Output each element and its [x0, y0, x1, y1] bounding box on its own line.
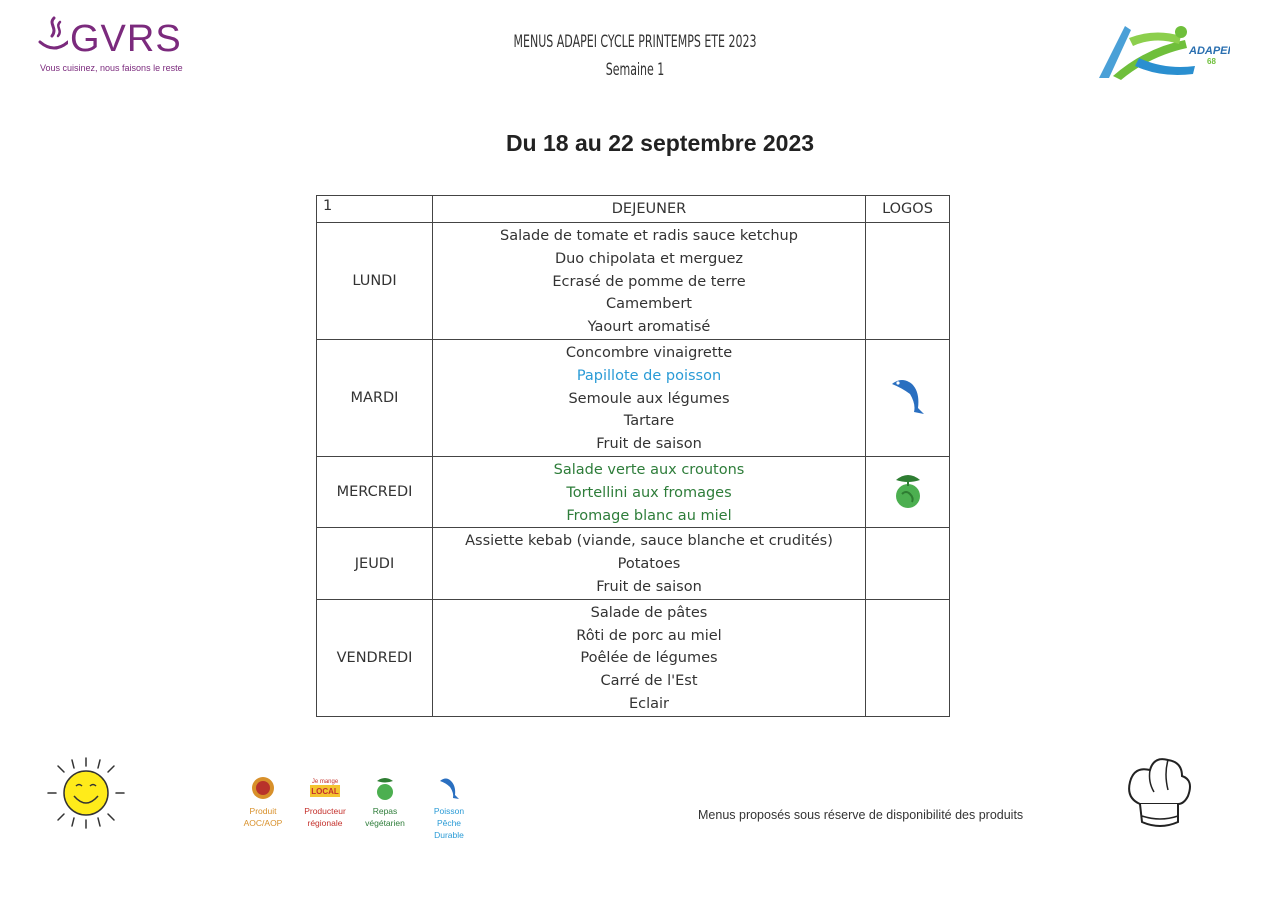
day-label: MERCREDI [317, 456, 433, 527]
dish-list [433, 599, 866, 716]
dish-item: Yaourt aromatisé [587, 319, 711, 336]
local-badge-line2: LOCAL [311, 787, 339, 796]
lunch-column-header: DEJEUNER [433, 196, 866, 223]
dish-list [433, 528, 866, 599]
dish-item: Camembert [606, 296, 692, 313]
dish-item: Semoule aux légumes [568, 390, 730, 407]
chef-hat-icon [1124, 752, 1194, 832]
legend-vegetarian [350, 775, 420, 829]
dish-item: Rôti de porc au miel [576, 627, 722, 644]
dish-item: Fruit de saison [596, 436, 702, 453]
vegetarian-icon [890, 470, 926, 510]
dish-item: Poêlée de légumes [580, 650, 718, 667]
dish-item: Tartare [623, 413, 675, 430]
dish-item: Concombre vinaigrette [565, 344, 733, 361]
fish-icon [438, 775, 460, 801]
legend-aoc-line1: Produit [249, 806, 277, 816]
day-row-mercredi [317, 456, 950, 527]
logo-cell [866, 528, 950, 599]
legend-fish-line2: Pêche [436, 818, 462, 828]
dish-item: Fruit de saison [596, 578, 702, 595]
adapei-mark-icon [1095, 18, 1230, 84]
legend-local-line1: Producteur [304, 806, 346, 816]
brand-name: GVRS [70, 18, 182, 60]
brand-tagline: Vous cuisinez, nous faisons le reste [40, 63, 183, 73]
adapei-number: 68 [1207, 57, 1216, 66]
dish-item: Carré de l'Est [600, 673, 698, 690]
week-label: Semaine 1 [605, 60, 665, 80]
day-row-jeudi [317, 528, 950, 599]
dish-item: Duo chipolata et merguez [554, 250, 744, 267]
logo-cell [866, 456, 950, 527]
legend-veg-line1: Repas [372, 806, 398, 816]
menu-cycle-title: MENUS ADAPEI CYCLE PRINTEMPS ETE 2023 [513, 32, 757, 52]
date-range-title: Du 18 au 22 septembre 2023 [505, 130, 815, 156]
header-title [495, 28, 776, 84]
adapei-name: ADAPEI [1189, 45, 1230, 57]
day-row-lundi [317, 223, 950, 340]
day-label: LUNDI [317, 223, 433, 340]
dish-item-veg: Tortellini aux fromages [566, 484, 732, 501]
logo-cell [866, 599, 950, 716]
logo-cell [866, 339, 950, 456]
day-row-vendredi [317, 599, 950, 716]
dish-item-veg: Fromage blanc au miel [566, 507, 732, 524]
legend-local-line2: régionale [307, 818, 343, 828]
local-badge-line1: Je mange [311, 779, 339, 785]
dish-item: Eclair [628, 695, 670, 712]
menu-table [316, 195, 950, 717]
day-label: VENDREDI [317, 599, 433, 716]
table-header-row [317, 196, 950, 223]
smiling-sun-icon [42, 756, 130, 830]
availability-disclaimer: Menus proposés sous réserve de disponibilité des produits [698, 808, 1024, 822]
vegetarian-icon [374, 775, 396, 801]
legend-aoc-line2: AOC/AOP [243, 818, 283, 828]
dish-item: Assiette kebab (viande, sauce blanche et crudités) [465, 533, 833, 550]
day-label: MARDI [317, 339, 433, 456]
local-badge-icon [308, 775, 342, 801]
dish-list [433, 223, 866, 340]
legend-veg-line2: végétarien [365, 818, 405, 828]
dish-item: Ecrasé de pomme de terre [552, 273, 746, 290]
dish-item-veg: Salade verte aux croutons [553, 461, 745, 478]
logos-column-header: LOGOS [866, 196, 950, 223]
adapei-logo [1095, 18, 1230, 84]
aoc-seal-icon [250, 775, 276, 801]
legend-fish-line1: Poisson [433, 806, 465, 816]
fish-icon [888, 374, 928, 418]
dish-list [433, 339, 866, 456]
day-row-mardi [317, 339, 950, 456]
dish-item: Salade de tomate et radis sauce ketchup [500, 228, 798, 244]
dish-item: Potatoes [617, 556, 681, 573]
logo-cell [866, 223, 950, 340]
legend-fish-line3: Durable [434, 830, 464, 840]
gvrs-logo [38, 14, 198, 76]
steam-bowl-icon [38, 16, 68, 56]
legend-fish [414, 775, 484, 841]
week-number-cell: 1 [317, 196, 433, 223]
dish-item: Salade de pâtes [590, 604, 708, 621]
day-label: JEUDI [317, 528, 433, 599]
legend-aoc [228, 775, 298, 829]
dish-item-fish: Papillote de poisson [576, 367, 722, 384]
dish-list [433, 456, 866, 527]
